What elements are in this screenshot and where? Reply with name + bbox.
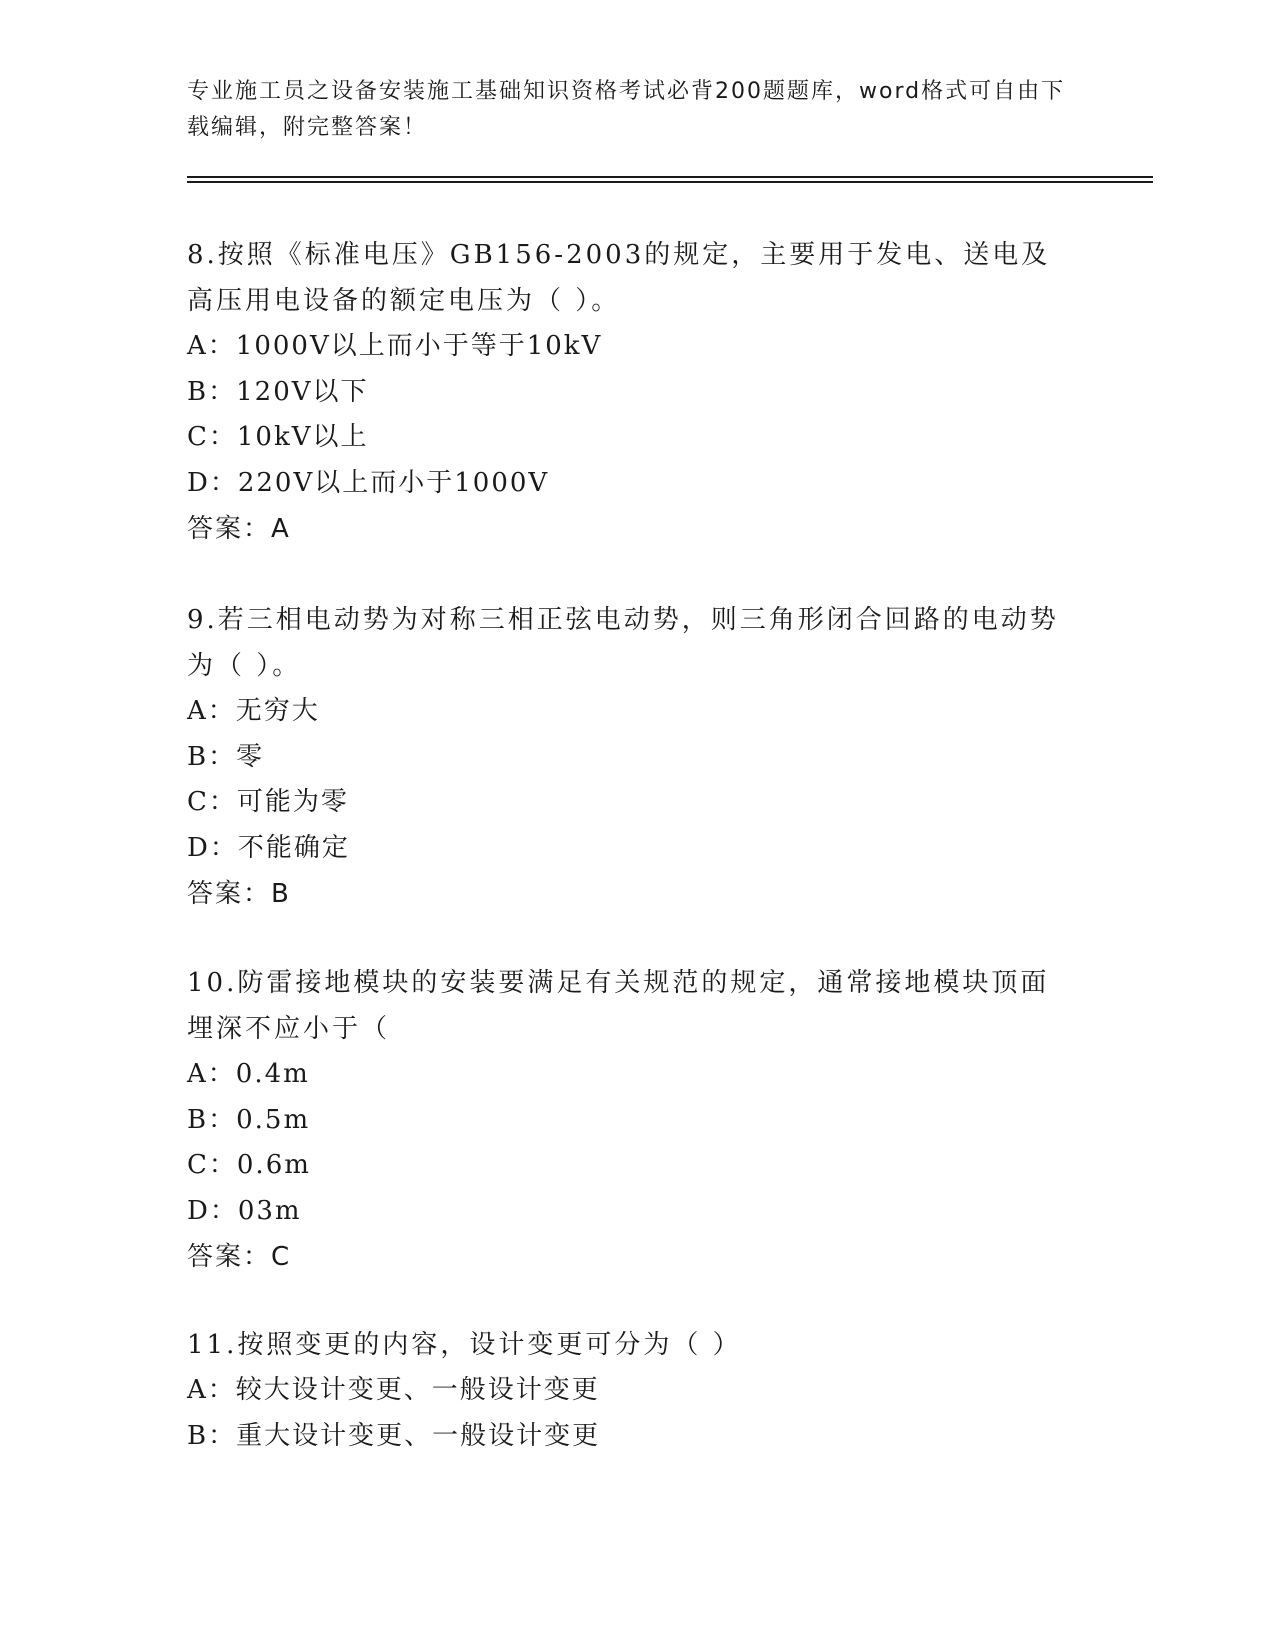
question-9 bbox=[187, 597, 1067, 917]
question-stem: 9.若三相电动势为对称三相正弦电动势，则三角形闭合回路的电动势为（ ）。 bbox=[187, 605, 1059, 681]
option-b: B：重大设计变更、一般设计变更 bbox=[187, 1420, 601, 1451]
option-b: B：零 bbox=[187, 741, 265, 772]
option-c: C：10kV以上 bbox=[187, 422, 369, 452]
option-c: C：可能为零 bbox=[187, 787, 349, 817]
option-b: B：120V以下 bbox=[187, 376, 369, 407]
question-8 bbox=[187, 232, 1067, 552]
option-d: D：220V以上而小于1000V bbox=[187, 467, 550, 498]
header-divider-bottom bbox=[187, 181, 1153, 183]
option-b: B：0.5m bbox=[187, 1104, 311, 1135]
question-stem: 11.按照变更的内容，设计变更可分为（ ） bbox=[187, 1330, 742, 1360]
option-a: A：1000V以上而小于等于10kV bbox=[187, 331, 603, 361]
option-d: D：03m bbox=[187, 1195, 302, 1226]
question-10 bbox=[187, 960, 1067, 1280]
answer: 答案：A bbox=[187, 514, 291, 544]
answer: 答案：B bbox=[187, 879, 291, 909]
header-divider-top bbox=[187, 176, 1153, 178]
option-a: A：0.4m bbox=[187, 1059, 310, 1089]
answer: 答案：C bbox=[187, 1242, 292, 1272]
question-stem: 10.防雷接地模块的安装要满足有关规范的规定，通常接地模块顶面埋深不应小于（ bbox=[187, 968, 1050, 1044]
question-stem: 8.按照《标准电压》GB156-2003的规定，主要用于发电、送电及高压用电设备的额定电压为（ ）。 bbox=[187, 240, 1051, 316]
question-11 bbox=[187, 1322, 1067, 1459]
option-d: D：不能确定 bbox=[187, 832, 350, 863]
option-c: C：0.6m bbox=[187, 1150, 311, 1180]
document-header: 专业施工员之设备安装施工基础知识资格考试必背200题题库，word格式可自由下载编辑，附完整答案！ bbox=[187, 79, 1066, 140]
option-a: A：无穷大 bbox=[187, 696, 320, 726]
option-a: A：较大设计变更、一般设计变更 bbox=[187, 1375, 600, 1405]
